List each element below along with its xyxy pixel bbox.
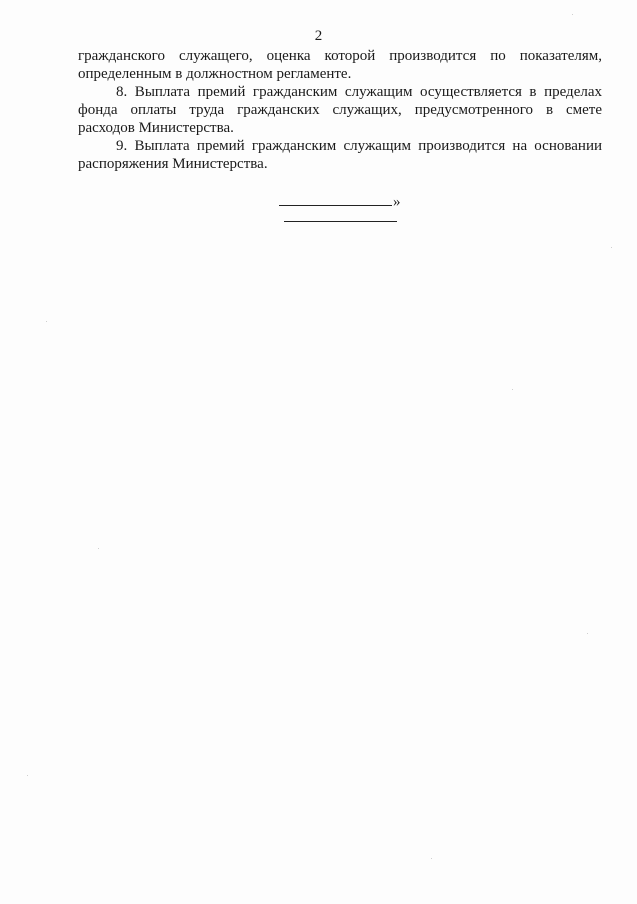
scan-speck — [27, 775, 28, 776]
page-number: 2 — [314, 28, 323, 44]
text-line: распоряжения Министерства. — [78, 156, 268, 172]
text-line: фонда оплаты труда гражданских служащих, предусмотренного в смете — [78, 102, 602, 118]
scan-speck — [611, 247, 612, 248]
text-line: определенным в должностном регламенте. — [78, 66, 352, 82]
paragraph-item-8 — [78, 83, 602, 137]
scan-speck — [587, 633, 588, 634]
scan-speck — [512, 389, 513, 390]
scan-speck — [572, 14, 573, 15]
scan-speck — [98, 548, 99, 549]
underline-rule — [279, 205, 392, 206]
paragraph-continuation — [78, 47, 602, 83]
text-line: расходов Министерства. — [78, 120, 234, 136]
scan-speck — [46, 321, 47, 322]
text-line: 8. Выплата премий гражданским служащим осуществляется в пределах — [116, 84, 602, 100]
scan-speck — [431, 858, 432, 859]
paragraph-item-9 — [78, 137, 602, 173]
text-line: 9. Выплата премий гражданским служащим производится на основании — [116, 138, 602, 154]
separator-rule — [284, 221, 397, 222]
text-line: гражданского служащего, оценка которой производится по показателям, — [78, 48, 602, 64]
closing-quote: » — [393, 194, 401, 210]
